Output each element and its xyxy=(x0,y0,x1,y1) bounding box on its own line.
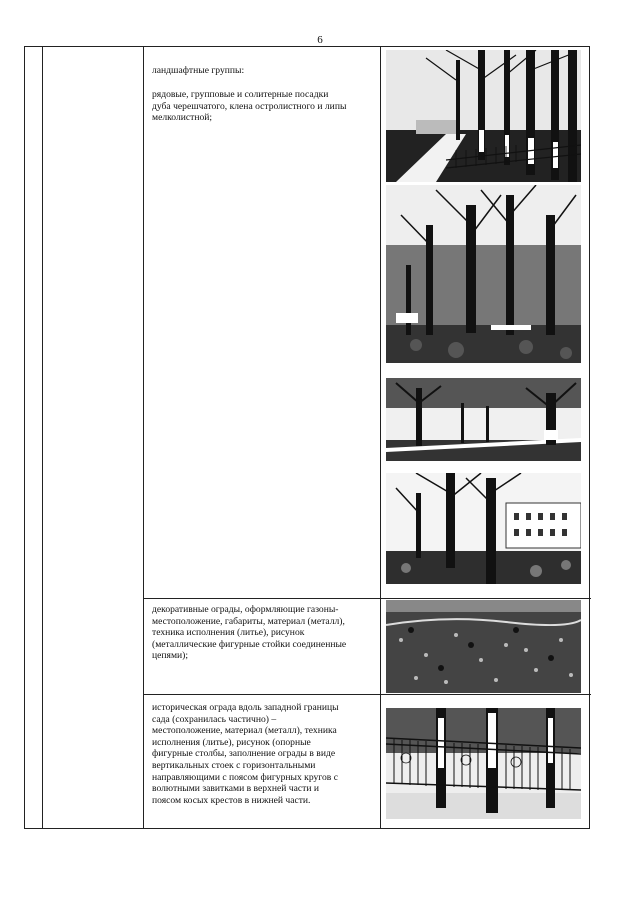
historic-fence-text: историческая ограда вдоль западной границы сада (сохранилась частично) – местоположение, материал (металл), техника исполнения (литье), рисунок (опорные фигурные столбы, заполнение ограды в виде вертикальных стоек с горизонтальными направляющими с поясом фигурных кругов с волютными завитками в верхней части и поясом косых крестов в нижней части. xyxy=(152,702,339,806)
photo-oak-trees-lawn xyxy=(386,378,581,461)
photo-park-trees-sky xyxy=(386,185,581,363)
column-divider xyxy=(380,47,381,828)
decorative-fences-text: декоративные ограды, оформляющие газоны- местоположение, габариты, материал (металл), техника исполнения (литье), рисунок (металлические фигурные стойки соединенные цепями); xyxy=(152,604,347,662)
landscape-groups-text: рядовые, групповые и солитерные посадки дуба черешчатого, клена остролистного и липы мелколистной; xyxy=(152,89,347,124)
photo-lawn-leaves xyxy=(386,600,581,693)
row-divider xyxy=(143,598,591,599)
photo-cast-iron-fence xyxy=(386,708,581,819)
column-divider xyxy=(143,47,144,828)
photo-trees-building xyxy=(386,473,581,584)
column-divider xyxy=(42,47,43,828)
photo-alley-trees-fence xyxy=(386,50,581,182)
landscape-groups-heading: ландшафтные группы: xyxy=(152,65,245,76)
page-number: 6 xyxy=(317,34,323,46)
row-divider xyxy=(143,694,591,695)
